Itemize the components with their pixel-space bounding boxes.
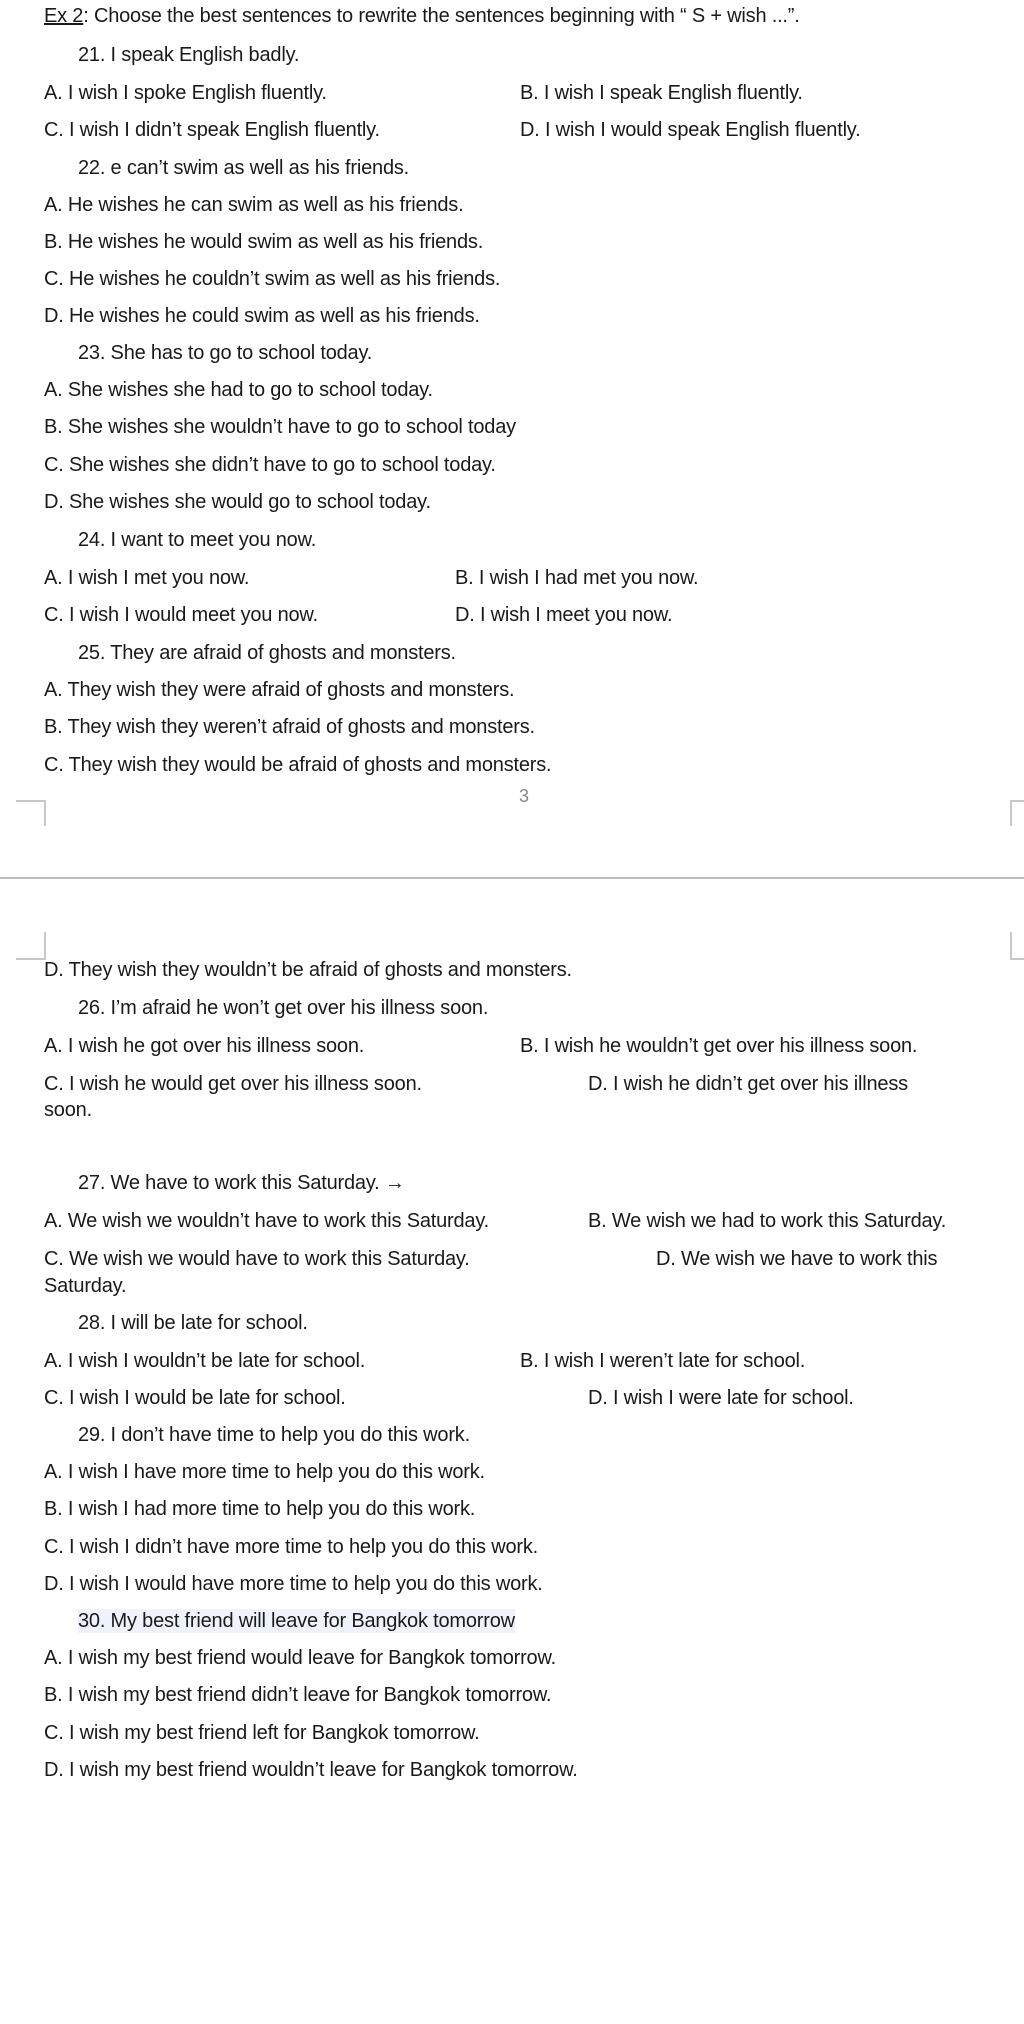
- option-b[interactable]: B. I wish I had met you now.: [455, 567, 699, 589]
- option-c[interactable]: C. I wish I didn’t speak English fluently.: [44, 119, 380, 141]
- option-c[interactable]: C. They wish they would be afraid of ghosts and monsters.: [44, 754, 552, 776]
- option-d[interactable]: D. I wish I meet you now.: [455, 604, 673, 626]
- option-b[interactable]: B. She wishes she wouldn’t have to go to school today: [44, 416, 516, 438]
- question-prompt: 25. They are afraid of ghosts and monsters.: [78, 642, 456, 664]
- question-prompt: 27. We have to work this Saturday. →: [78, 1172, 405, 1194]
- option-d[interactable]: D. I wish I would have more time to help you do this work.: [44, 1573, 543, 1595]
- option-a[interactable]: A. I wish I have more time to help you do this work.: [44, 1461, 485, 1483]
- option-d[interactable]: D. They wish they wouldn’t be afraid of ghosts and monsters.: [44, 959, 572, 981]
- option-c[interactable]: C. I wish I would meet you now.: [44, 604, 318, 626]
- option-d[interactable]: D. I wish I would speak English fluently.: [520, 119, 861, 141]
- question-prompt: 29. I don’t have time to help you do this work.: [78, 1424, 470, 1446]
- option-d[interactable]: D. I wish my best friend wouldn’t leave for Bangkok tomorrow.: [44, 1759, 578, 1781]
- option-c[interactable]: C. I wish my best friend left for Bangkok tomorrow.: [44, 1722, 480, 1744]
- question-prompt: 23. She has to go to school today.: [78, 342, 373, 364]
- option-c[interactable]: C. He wishes he couldn’t swim as well as his friends.: [44, 268, 501, 290]
- option-b[interactable]: B. I wish I speak English fluently.: [520, 82, 803, 104]
- option-b[interactable]: B. I wish I had more time to help you do this work.: [44, 1498, 476, 1520]
- option-a[interactable]: A. He wishes he can swim as well as his friends.: [44, 194, 464, 216]
- option-d[interactable]: D. I wish he didn’t get over his illness: [588, 1073, 908, 1095]
- option-a[interactable]: A. She wishes she had to go to school today.: [44, 379, 433, 401]
- option-d-continuation: Saturday.: [44, 1275, 127, 1297]
- option-a[interactable]: A. I wish I spoke English fluently.: [44, 82, 327, 104]
- option-a[interactable]: A. We wish we wouldn’t have to work this Saturday.: [44, 1210, 490, 1232]
- crop-mark-bottom-right: [1010, 800, 1024, 826]
- question-prompt: 28. I will be late for school.: [78, 1312, 308, 1334]
- question-prompt: 21. I speak English badly.: [78, 44, 300, 66]
- option-b[interactable]: B. They wish they weren’t afraid of ghosts and monsters.: [44, 716, 535, 738]
- option-c[interactable]: C. We wish we would have to work this Saturday.: [44, 1248, 470, 1270]
- option-a[interactable]: A. They wish they were afraid of ghosts and monsters.: [44, 679, 515, 701]
- crop-mark-top-right: [1010, 932, 1024, 960]
- option-b[interactable]: B. He wishes he would swim as well as his friends.: [44, 231, 484, 253]
- question-prompt: 22. e can’t swim as well as his friends.: [78, 157, 410, 179]
- option-d[interactable]: D. He wishes he could swim as well as his friends.: [44, 305, 480, 327]
- option-c[interactable]: C. I wish I would be late for school.: [44, 1387, 346, 1409]
- question-prompt-highlighted: 30. My best friend will leave for Bangkok tomorrow: [78, 1610, 515, 1632]
- option-c[interactable]: C. I wish I didn’t have more time to help you do this work.: [44, 1536, 538, 1558]
- option-c[interactable]: C. She wishes she didn’t have to go to school today.: [44, 454, 496, 476]
- crop-mark-top-left: [16, 932, 46, 960]
- exercise-instruction-text: : Choose the best sentences to rewrite the sentences beginning with “ S + wish ...”.: [83, 5, 800, 27]
- option-a[interactable]: A. I wish I met you now.: [44, 567, 250, 589]
- question-prompt: 24. I want to meet you now.: [78, 529, 317, 551]
- exercise-label: Ex 2: [44, 5, 84, 27]
- option-d[interactable]: D. She wishes she would go to school today.: [44, 491, 431, 513]
- option-d[interactable]: D. We wish we have to work this: [656, 1248, 938, 1270]
- option-a[interactable]: A. I wish I wouldn’t be late for school.: [44, 1350, 366, 1372]
- page-number: 3: [519, 786, 529, 806]
- option-b[interactable]: B. I wish I weren’t late for school.: [520, 1350, 806, 1372]
- option-d[interactable]: D. I wish I were late for school.: [588, 1387, 854, 1409]
- crop-mark-bottom-left: [16, 800, 46, 826]
- option-b[interactable]: B. I wish he wouldn’t get over his illness soon.: [520, 1035, 918, 1057]
- page-separator: [0, 877, 1024, 879]
- option-b[interactable]: B. We wish we had to work this Saturday.: [588, 1210, 947, 1232]
- option-d-continuation: soon.: [44, 1099, 92, 1121]
- option-c[interactable]: C. I wish he would get over his illness soon.: [44, 1073, 422, 1095]
- option-a[interactable]: A. I wish my best friend would leave for Bangkok tomorrow.: [44, 1647, 556, 1669]
- option-a[interactable]: A. I wish he got over his illness soon.: [44, 1035, 365, 1057]
- exercise-instruction: [44, 4, 800, 28]
- option-b[interactable]: B. I wish my best friend didn’t leave for Bangkok tomorrow.: [44, 1684, 552, 1706]
- question-prompt: 26. I’m afraid he won’t get over his illness soon.: [78, 997, 489, 1019]
